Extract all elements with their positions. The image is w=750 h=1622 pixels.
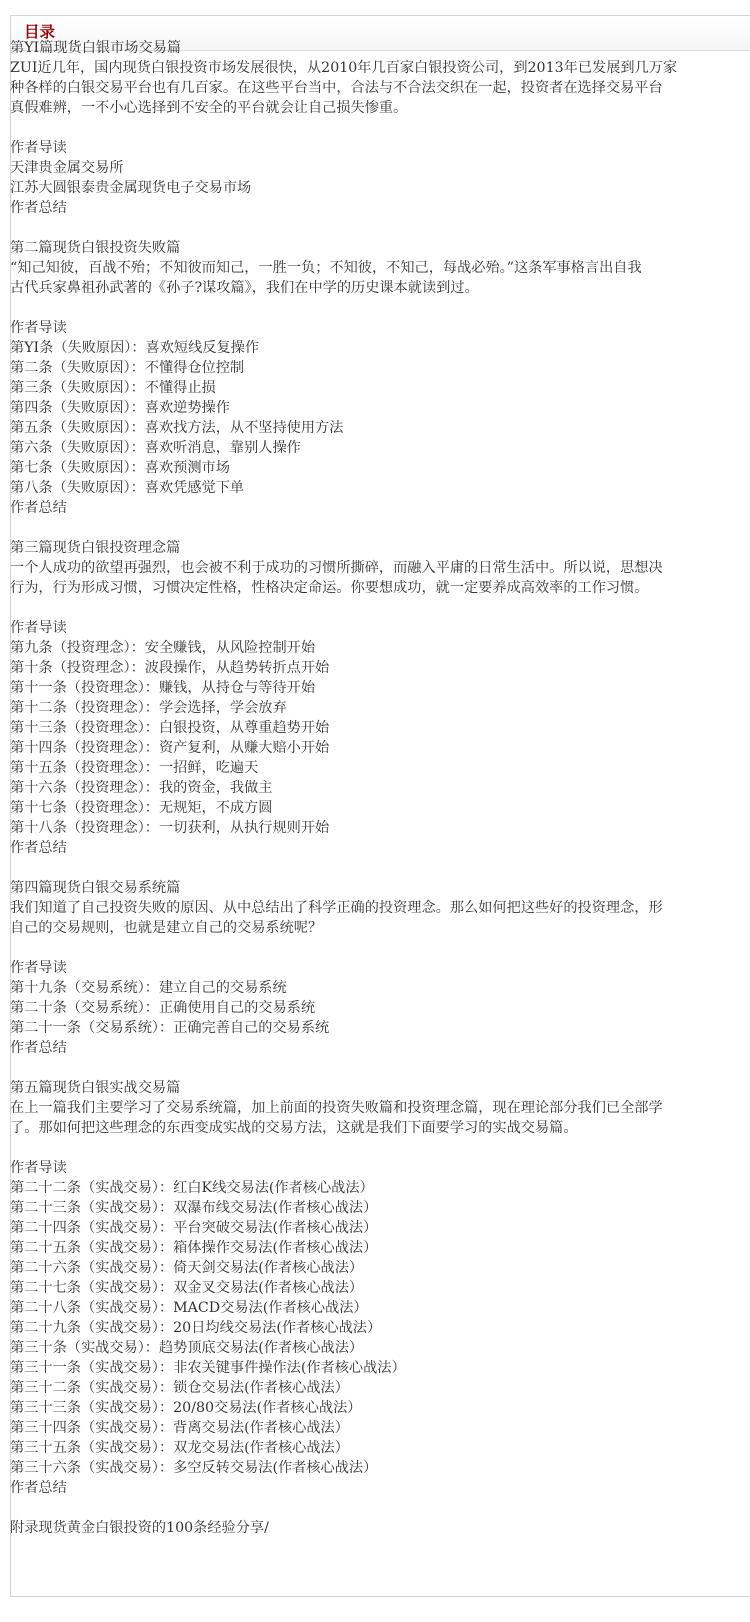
spacer: [10, 218, 750, 238]
toc-item: 第二十二条（实战交易）：红白K线交易法(作者核心战法）: [10, 1180, 374, 1196]
section-intro-line: 种各样的白银交易平台也有几百家。在这些平台当中，合法与不合法交织在一起，投资者在选择交易平台: [10, 80, 663, 96]
spacer: [10, 1138, 750, 1158]
toc-content: [10, 38, 750, 1538]
section-intro-line: 自己的交易规则，也就是建立自己的交易系统呢？: [10, 920, 323, 936]
toc-item: 第二十九条（实战交易）：20日均线交易法(作者核心战法）: [10, 1320, 382, 1336]
toc-item: 第四条（失败原因）：喜欢逆势操作: [10, 400, 230, 416]
toc-item: 第三十六条（实战交易）：多空反转交易法(作者核心战法）: [10, 1460, 378, 1476]
toc-item: 第十七条（投资理念）：无规矩，不成方圆: [10, 800, 273, 816]
section-intro-line: “知己知彼，百战不殆；不知彼而知己，一胜一负；不知彼，不知己，每战必殆。”这条军事格言出自我: [10, 260, 642, 276]
toc-item: 第YI条（失败原因）：喜欢短线反复操作: [10, 340, 260, 356]
toc-item: 第五条（失败原因）：喜欢找方法，从不坚持使用方法: [10, 420, 344, 436]
section-intro-line: 在上一篇我们主要学习了交易系统篇，加上前面的投资失败篇和投资理念篇，现在理论部分我们已全部学: [10, 1100, 663, 1116]
toc-item: 第二十一条（交易系统）：正确完善自己的交易系统: [10, 1020, 330, 1036]
spacer: [10, 1058, 750, 1078]
toc-item: 作者总结: [10, 500, 67, 516]
section-title: 第三篇现货白银投资理念篇: [10, 540, 181, 556]
appendix-link: 附录现货黄金白银投资的100条经验分享/: [10, 1520, 269, 1536]
toc-item: 第二条（失败原因）：不懂得仓位控制: [10, 360, 245, 376]
toc-item: 第三十四条（实战交易）：背离交易法(作者核心战法）: [10, 1420, 349, 1436]
toc-item: 作者导读: [10, 1160, 67, 1176]
toc-item: 江苏大圆银泰贵金属现货电子交易市场: [10, 180, 252, 196]
toc-item: 天津贵金属交易所: [10, 160, 124, 176]
toc-item: 作者导读: [10, 620, 67, 636]
toc-item: 第二十八条（实战交易）：MACD交易法(作者核心战法）: [10, 1300, 368, 1316]
section-intro-line: 古代兵家鼻祖孙武著的《孙子?谋攻篇》，我们在中学的历史课本就读到过。: [10, 280, 479, 296]
section-intro-line: 我们知道了自己投资失败的原因、从中总结出了科学正确的投资理念。那么如何把这些好的投资理念，形: [10, 900, 663, 916]
toc-item: 第二十三条（实战交易）：双瀑布线交易法(作者核心战法）: [10, 1200, 378, 1216]
spacer: [10, 1498, 750, 1518]
toc-item: 第六条（失败原因）：喜欢听消息，靠别人操作: [10, 440, 301, 456]
toc-item: 第十六条（投资理念）：我的资金，我做主: [10, 780, 273, 796]
section-title: 第YI篇现货白银市场交易篇: [10, 40, 182, 56]
toc-item: 第十二条（投资理念）：学会选择，学会放弃: [10, 700, 287, 716]
toc-item: 第二十四条（实战交易）：平台突破交易法(作者核心战法）: [10, 1220, 378, 1236]
toc-item: 第十一条（投资理念）：赚钱，从持仓与等待开始: [10, 680, 316, 696]
section-intro-line: ZUI近几年，国内现货白银投资市场发展很快，从2010年几百家白银投资公司，到2013年已发展到几万家: [10, 60, 678, 76]
toc-item: 作者导读: [10, 960, 67, 976]
toc-item: 第八条（失败原因）：喜欢凭感觉下单: [10, 480, 245, 496]
toc-item: 第十五条（投资理念）：一招鲜，吃遍天: [10, 760, 259, 776]
toc-item: 作者导读: [10, 140, 67, 156]
spacer: [10, 858, 750, 878]
toc-item: 第十八条（投资理念）：一切获利，从执行规则开始: [10, 820, 330, 836]
toc-item: 第十三条（投资理念）：白银投资，从尊重趋势开始: [10, 720, 330, 736]
toc-item: 第二十五条（实战交易）：箱体操作交易法(作者核心战法）: [10, 1240, 378, 1256]
toc-item: 作者总结: [10, 1040, 67, 1056]
spacer: [10, 298, 750, 318]
toc-item: 作者总结: [10, 1480, 67, 1496]
toc-item: 第二十六条（实战交易）：倚天剑交易法(作者核心战法）: [10, 1260, 364, 1276]
section-intro-line: 真假难辨，一不小心选择到不安全的平台就会让自己损失惨重。: [10, 100, 408, 116]
spacer: [10, 598, 750, 618]
section-title: 第四篇现货白银交易系统篇: [10, 880, 181, 896]
toc-item: 第十条（投资理念）：波段操作，从趋势转折点开始: [10, 660, 330, 676]
toc-item: 第二十七条（实战交易）：双金叉交易法(作者核心战法）: [10, 1280, 364, 1296]
toc-item: 第十九条（交易系统）：建立自己的交易系统: [10, 980, 287, 996]
section-title: 第五篇现货白银实战交易篇: [10, 1080, 181, 1096]
toc-item: 作者导读: [10, 320, 67, 336]
toc-item: 第二十条（交易系统）：正确使用自己的交易系统: [10, 1000, 316, 1016]
toc-item: 第三十三条（实战交易）：20/80交易法(作者核心战法）: [10, 1400, 362, 1416]
toc-item: 作者总结: [10, 200, 67, 216]
section-intro-line: 一个人成功的欲望再强烈，也会被不利于成功的习惯所撕碎，而融入平庸的日常生活中。所以说，思想决: [10, 560, 663, 576]
spacer: [10, 518, 750, 538]
toc-item: 第三十一条（实战交易）：非农关键事件操作法(作者核心战法）: [10, 1360, 406, 1376]
spacer: [10, 938, 750, 958]
section-title: 第二篇现货白银投资失败篇: [10, 240, 181, 256]
toc-item: 作者总结: [10, 840, 67, 856]
toc-item: 第三十条（实战交易）：趋势顶底交易法(作者核心战法）: [10, 1340, 364, 1356]
spacer: [10, 118, 750, 138]
toc-title: 目录: [24, 23, 56, 41]
section-intro-line: 了。那如何把这些理念的东西变成实战的交易方法，这就是我们下面要学习的实战交易篇。: [10, 1120, 578, 1136]
section-intro-line: 行为，行为形成习惯，习惯决定性格，性格决定命运。你要想成功，就一定要养成高效率的工作习惯。: [10, 580, 649, 596]
toc-item: 第七条（失败原因）：喜欢预测市场: [10, 460, 230, 476]
toc-item: 第三条（失败原因）：不懂得止损: [10, 380, 216, 396]
toc-item: 第十四条（投资理念）：资产复利，从赚大赔小开始: [10, 740, 330, 756]
toc-item: 第三十二条（实战交易）：锁仓交易法(作者核心战法）: [10, 1380, 349, 1396]
toc-item: 第三十五条（实战交易）：双龙交易法(作者核心战法）: [10, 1440, 349, 1456]
toc-item: 第九条（投资理念）：安全赚钱，从风险控制开始: [10, 640, 316, 656]
